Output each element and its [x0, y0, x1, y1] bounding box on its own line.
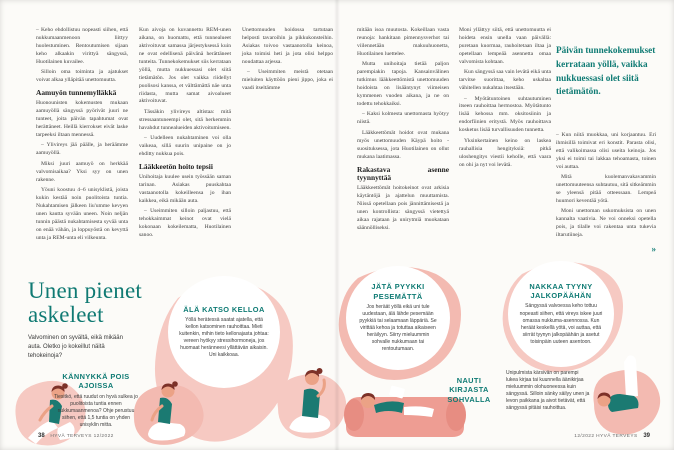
- section-heading-drugfree-treatment: Lääkkeetön hoito tepsii: [139, 162, 213, 171]
- page-number-right: 39: [643, 433, 650, 439]
- tip-clock: [168, 276, 280, 388]
- paragraph: – Keho ehdollistuu nopeasti siihen, että nukkumaanmenoon liittyy huolestuminen. Rentoutumisen sijaan keho alkaakin virittyä sängyssä, Huotilainen kuvailee.: [36, 27, 128, 65]
- paragraph: – Myötätuntoinen suhtautuminen itseen rauhoittaa hermostoa. Myötätunto lisää kehossa mm. oksitosiinin ja endorfiinien eritystä. Myös rauhoittava kosketus lisää turvallisuuden tunnetta.: [459, 95, 551, 134]
- paragraph: Moni unettoman uskomuksista on unen kannalta vaativia. Ne voi onneksi opetella pois, ja tilalle voi rakentaa unta tukevia iltarutiineja.: [556, 208, 656, 239]
- column-4: [357, 27, 449, 235]
- paragraph: Unihoitaja kuulee usein työssään saman tarinan. Asiakas puuskahtaa vastaanotolla kokeilleensa jo ihan kaikkea, eikä mikään auta.: [139, 174, 231, 204]
- section-heading-loving-attitude: Rakastava asenne tyynnyttää: [357, 164, 449, 183]
- paragraph: – Kun niitä muokkaa, uni korjaantuu. Eri ihmisillä toimivat eri konstit. Parasta olisi, että valikoimassa olisi useita keinoja. Jos yksi ei toimi tai lakkaa tehoamasta, toinen voi auttaa.: [556, 132, 656, 170]
- footer-left-text: HYVÄ TERVEYS 12/2022: [50, 434, 114, 439]
- paragraph: Kun aivoja on kuvannettu REM-unen aikana, on huomattu, että tunnealueet aktivoituvat samassa järjestyksessä kuin ne ovat edellisenä päivänä herättäneet tunteita. Tunnekokemukset siis kerrataan yöllä, mutta nukkuessasi olet siitä tietämätön. Jos olet vaikka riidellyt puolisosi kanssa, et välttämättä näe unta riidasta, mutta samat aivoalueet aktivoituvat.: [139, 27, 231, 105]
- paragraph: Yöuni koostuu 4–6 unisyklistä, joista kukin kestää noin puolitoista tuntia. Nukahtamisen jälkeen liu'umme kevyen unen kautta syvään uneen. Noin neljän tunnin päästä nukahtamisesta syvää unta on enää vähän, ja loppuyöstä on kevyttä unta ja REM-unta eli vilkeunta.: [36, 186, 128, 241]
- footer-right: [572, 433, 652, 439]
- column-2: [139, 27, 231, 243]
- footer-left: [36, 433, 116, 439]
- paragraph: – Ylivireys jää päälle, ja heräämme aamuyöllä.: [36, 142, 128, 157]
- pull-quote: Päivän tunnekokemukset kerrataan yöllä, vaikka nukkuessasi olet siitä tietämätön.: [556, 45, 656, 97]
- tip-clock-heading: ÄLÄ KATSO KELLOA: [183, 304, 265, 314]
- paragraph: mitään isoa muutosta. Kokeillaan vasta reunoja: hankitaan pimennysverhot tai viilennetään makuuhuonetta, Huotilainen luettelee.: [357, 27, 449, 57]
- column-1: [36, 27, 128, 245]
- paragraph: Huonounisten kokemusten mukaan aamuyöllä sängyssä pyörivät juuri ne tunteet, joita päivän tapahtumat ovat herättäneet. Heillä kierrokset eivät laske tarpeeksi iltaan mennessä.: [36, 100, 128, 138]
- paragraph: Mitä kuolemanvakavammin unettomuuteensa suhtautuu, sitä sitkeämmin se yleensä pitää otteessaan. Lempeä huumori keventää yötä.: [556, 174, 656, 204]
- paragraph: Mutta unihoitaja tietää paljon parempiakin tapoja. Kansainvälinen tutkimus lääkkeettömistä unettomuuden hoidoista on lisääntynyt viimeisen kymmenen vuoden aikana, ja ne on todettu tehokkaiksi.: [357, 61, 449, 107]
- column-3: [242, 27, 333, 96]
- paragraph: Moni yllättyy siitä, että unettomuutta ei hoideta ensin unella vaan päivällä: puretaan kuormaa, rauhoitetaan iltaa ja opetellaan lempeää asennetta omaa valvomista kohtaan.: [459, 27, 551, 65]
- footer-right-text: 12/2022 HYVÄ TERVEYS: [574, 434, 638, 439]
- column-5: [459, 27, 551, 172]
- page-fold-shadow: [334, 0, 340, 450]
- paragraph: – Kaksi kolmesta unettomasta hyötyy niistä.: [357, 111, 449, 126]
- feature-title: Unen pienet askeleet: [28, 278, 142, 328]
- paragraph: Silloin oma toiminta ja ajatukset voivat alkaa ylläpitää unettomuutta.: [36, 69, 128, 84]
- tip-clock-body: Yöllä herätessä saatat ajatella, että kellon katsominen rauhoittaa. Mieti kuitenkin, mihin tieto kellonajasta johtaa: vereen hyökyy stressihormoneja, jos huomaat heränneesi yllättävän aikaisin. Uni kaikkoaa.: [179, 316, 269, 359]
- page-number-left: 38: [38, 433, 45, 439]
- paragraph: – Useimmiten silloin paljastuu, että tehokkaimmat keinot ovat vielä kokonaan kokeilematta, Huotilainen sanoo.: [139, 208, 231, 239]
- continuation-mark-icon: »: [651, 243, 656, 254]
- tip-book-body: Unipulmista kärsivän on parempi lukea kirjaa tai kuunnella äänikirjaa mieluummin olohuoneessa kuin sängyssä. Silloin sänky säilyy unen ja levon paikkana ja aivot tietävät, että sängyssä pitäisi rauhoittua.: [506, 370, 590, 412]
- paragraph: Kun sängyssä saa vain levätä eikä unta tarvitse suorittaa, keho uskaltaa vähitellen nukahtaa itsestään.: [459, 69, 551, 92]
- tip-book: [436, 376, 502, 407]
- paragraph: Unettomuuden hoidossa tartutaan helposti tavaroihin ja pikkukonsteihin. Asiakas toivoo vastaanotolla keinoa, joka toimisi heti ja jota olisi helppo noudattaa arjessa.: [242, 27, 333, 65]
- tip-pillow: [508, 261, 614, 367]
- tip-phone: [52, 372, 140, 429]
- tip-phone-body: Tiesitkö, että ruudut on hyvä sulkea jo puolitoista tuntia ennen nukkumaanmenoa? Ohje perustuu siihen, että 1,5 tuntia on yhden unisyklin mitta.: [54, 393, 138, 428]
- paragraph: Lääkkeettömät hoitokeinot ovat arkisia käytäntöjä ja ajattelun muuttamista. Niissä opetellaan pois jännittämisestä ja unen kontrollista: sängyssä vietettyä aikaa rajataan ja unirytmiä muokataan säännölliseksi.: [357, 185, 449, 231]
- tip-pillow-heading: NAKKAA TYYNY JALKOPÄÄHÄN: [529, 281, 593, 301]
- paragraph: Tässäkin ylivireys altistaa: mitä stressaantuneempi olet, sitä herkemmin havahdut tunnealueiden aktivoitumiseen.: [139, 108, 231, 131]
- paragraph: – Useimmiten meistä otetaan mieluiten käyttöön pieni jippo, joka ei vaadi itseltämme: [242, 69, 333, 92]
- column-6: [556, 132, 656, 255]
- paragraph: Miksi juuri aamuyö on herkkää valvomisaikaa? Yksi syy on unen rakenne.: [36, 160, 128, 183]
- tip-phone-heading: KÄNNYKKÄ POIS AJOISSA: [62, 372, 130, 391]
- tip-laundry: [346, 266, 450, 370]
- tip-laundry-heading: JÄTÄ PYYKKI PESEMÄTTÄ: [371, 282, 425, 301]
- paragraph: Yksinkertainen keino on laskea rauhallisia hengityksiä: pitkä uloshengitys viestii keholle, että vaara on ohi ja nyt voi levätä.: [459, 137, 551, 168]
- tip-laundry-body: Jos heräät yöllä eikä uni tule uudestaan, älä lähde pesemään pyykkiä tai selaamaan läppäriä. Se virittää kehoa ja totuttaa aikaiseen heräilyyn. Siirry mieluummin sohvalle nukkumaan tai rentoutumaan.: [359, 303, 437, 353]
- feature-intro: Valvominen on syvältä, eikä mikään auta. Oletko jo kokeillut näitä tehokeinoja?: [28, 335, 123, 359]
- tip-book-heading: NAUTI KIRJASTA SOHVALLA: [447, 376, 491, 404]
- paragraph: Lääkkeettömät hoidot ovat mukana myös unettomuuden Käypä hoito -suosituksessa, jota Huotilainen on ollut mukana laatimassa.: [357, 129, 449, 160]
- paragraph: – Uudelleen nukahtaminen voi olla vaikeaa, sillä suurin unipaine on jo ehditty nukkua pois.: [139, 135, 231, 158]
- tip-pillow-body: Sängyssä valvoessa keho tottuu nopeasti siihen, että vireys iskee juuri omassa nukkuma-asennossa. Kun heräät keskellä yötä, voi auttaa, että siirrät tyynyn jalkopäähän ja asetut toisinpäin uuteen asentoon.: [519, 303, 603, 345]
- section-heading-morning-emotions: Aamuyön tunnemylläkkä: [36, 88, 117, 98]
